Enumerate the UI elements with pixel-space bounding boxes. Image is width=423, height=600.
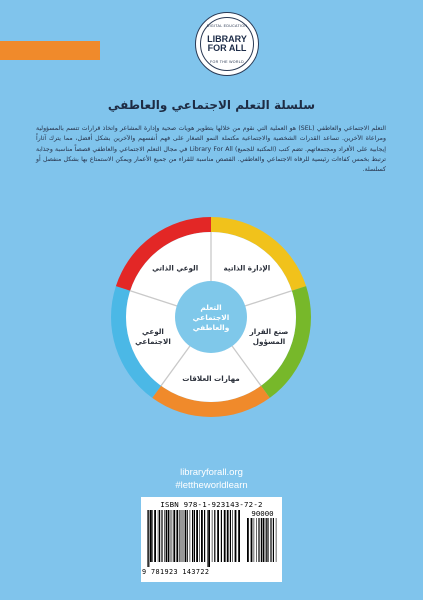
barcode-bar — [217, 510, 219, 562]
barcode-bar — [166, 510, 168, 562]
series-title: سلسلة التعلم الاجتماعي والعاطفي — [107, 98, 316, 112]
barcode-bar — [187, 510, 188, 562]
barcode-bar — [256, 518, 257, 562]
wheel-center-label: والعاطفي — [192, 323, 230, 332]
wheel-segment-label: الإدارة الذاتية — [223, 263, 271, 273]
barcode-bar — [168, 510, 169, 562]
barcode-bar — [172, 510, 173, 562]
logo-wordmark — [196, 35, 258, 53]
barcode-bar — [263, 518, 265, 562]
website-url[interactable]: libraryforall.org — [180, 467, 243, 478]
barcode-bar — [150, 510, 152, 562]
barcode-bar — [181, 510, 182, 562]
description-text: التعلم الاجتماعي والعاطفي (SEL) هو العملية التي نقوم من خلالها بتطوير هويات صحية وإدارة المشاعر واتخاذ قرارات تتسم بالمسؤولية ومراعاة الآخرين. تساعد القدرات الشخصية والاجتماعية مكتملة النمو الصغار على فهم أنفسهم والآخرين بشكل أفضل، مما يترك آثاراً إيجابية على الأفراد ومجتمعاتهم. تضم كتب (المكتبة للجميع) Library For All في مجال التعلم الاجتماعي والعاطفي قصصاً مناسبة وجذابة ترتبط بخمس كفاءات رئيسية للرفاه الاجتماعي والعاطفي. القصص مناسبة للقراء من جميع الأعمار ويمكن الاستمتاع بها بشكل منفصل أو كسلسلة. — [36, 125, 386, 174]
barcode-bar — [176, 510, 178, 562]
barcode-bar — [199, 510, 200, 562]
logo-tagline-bottom: FOR THE WORLD — [210, 60, 244, 64]
ean-barcode — [147, 510, 242, 567]
barcode-bar — [232, 510, 233, 562]
barcode-bar — [273, 518, 274, 562]
barcode-digits: 9 781923 143722 — [142, 568, 210, 576]
logo-line-1: LIBRARY — [207, 34, 247, 44]
barcode-bar — [190, 510, 191, 562]
barcode-bar — [184, 510, 185, 562]
addon-barcode — [247, 518, 278, 567]
barcode-bar — [161, 510, 162, 562]
barcode-bar — [192, 510, 193, 562]
barcode-bar — [276, 518, 277, 562]
logo-line-2: FOR ALL — [207, 43, 247, 53]
barcode-bar — [251, 518, 253, 562]
wheel-segment-label: مهارات العلاقات — [182, 374, 240, 383]
barcode-bar — [148, 510, 149, 567]
barcode-bar — [224, 510, 226, 562]
library-for-all-logo — [195, 12, 259, 76]
barcode-bar — [230, 510, 231, 562]
isbn-number: ISBN 978-1-923143-72-2 — [160, 500, 263, 509]
sel-wheel — [111, 217, 311, 417]
barcode-bar — [212, 510, 213, 562]
barcode-bar — [147, 510, 148, 567]
barcode-bar — [185, 510, 186, 562]
barcode-bar — [154, 510, 156, 562]
wheel-center-label: التعلم — [200, 303, 222, 312]
barcode-bar — [238, 510, 240, 562]
barcode-bar — [254, 518, 255, 562]
addon-number: 90000 — [251, 509, 274, 518]
barcode-bar — [182, 510, 183, 562]
logo-tagline-top: DIGITAL EDUCATION — [206, 24, 248, 28]
barcode-box — [141, 497, 282, 582]
barcode-bar — [247, 518, 249, 562]
barcode-bar — [152, 510, 153, 562]
barcode-bar — [204, 510, 205, 562]
wheel-segment-label: الوعي الذاتي — [152, 263, 199, 273]
barcode-bar — [164, 510, 165, 562]
sel-wheel-graphic — [111, 217, 311, 417]
barcode-bar — [221, 510, 222, 562]
orange-stripe — [0, 41, 100, 60]
barcode-bar — [235, 510, 237, 562]
barcode-bar — [158, 510, 159, 562]
wheel-segment-label: الوعي — [142, 326, 164, 336]
barcode-bar — [227, 510, 229, 562]
wheel-segment-label: صنع القرار — [249, 326, 289, 336]
barcode-bar — [207, 510, 208, 567]
barcode-bar — [170, 510, 171, 562]
barcode-bar — [267, 518, 268, 562]
wheel-segment-label: المسؤول — [252, 336, 286, 346]
barcode-bar — [266, 518, 267, 562]
barcode-bar — [179, 510, 180, 562]
wheel-center-label: الاجتماعي — [192, 313, 230, 322]
barcode-bar — [173, 510, 175, 562]
barcode-bar — [208, 510, 210, 567]
barcode-bar — [214, 510, 215, 562]
barcode-bar — [159, 510, 160, 562]
hashtag: #lettheworldlearn — [175, 480, 248, 491]
barcode-bar — [261, 518, 262, 562]
wheel-segment-label: الاجتماعي — [135, 336, 171, 346]
barcode-bar — [196, 510, 198, 562]
barcode-bar — [201, 510, 203, 562]
barcode-bar — [258, 518, 259, 562]
barcode-bar — [194, 510, 195, 562]
barcode-bar — [270, 518, 271, 562]
